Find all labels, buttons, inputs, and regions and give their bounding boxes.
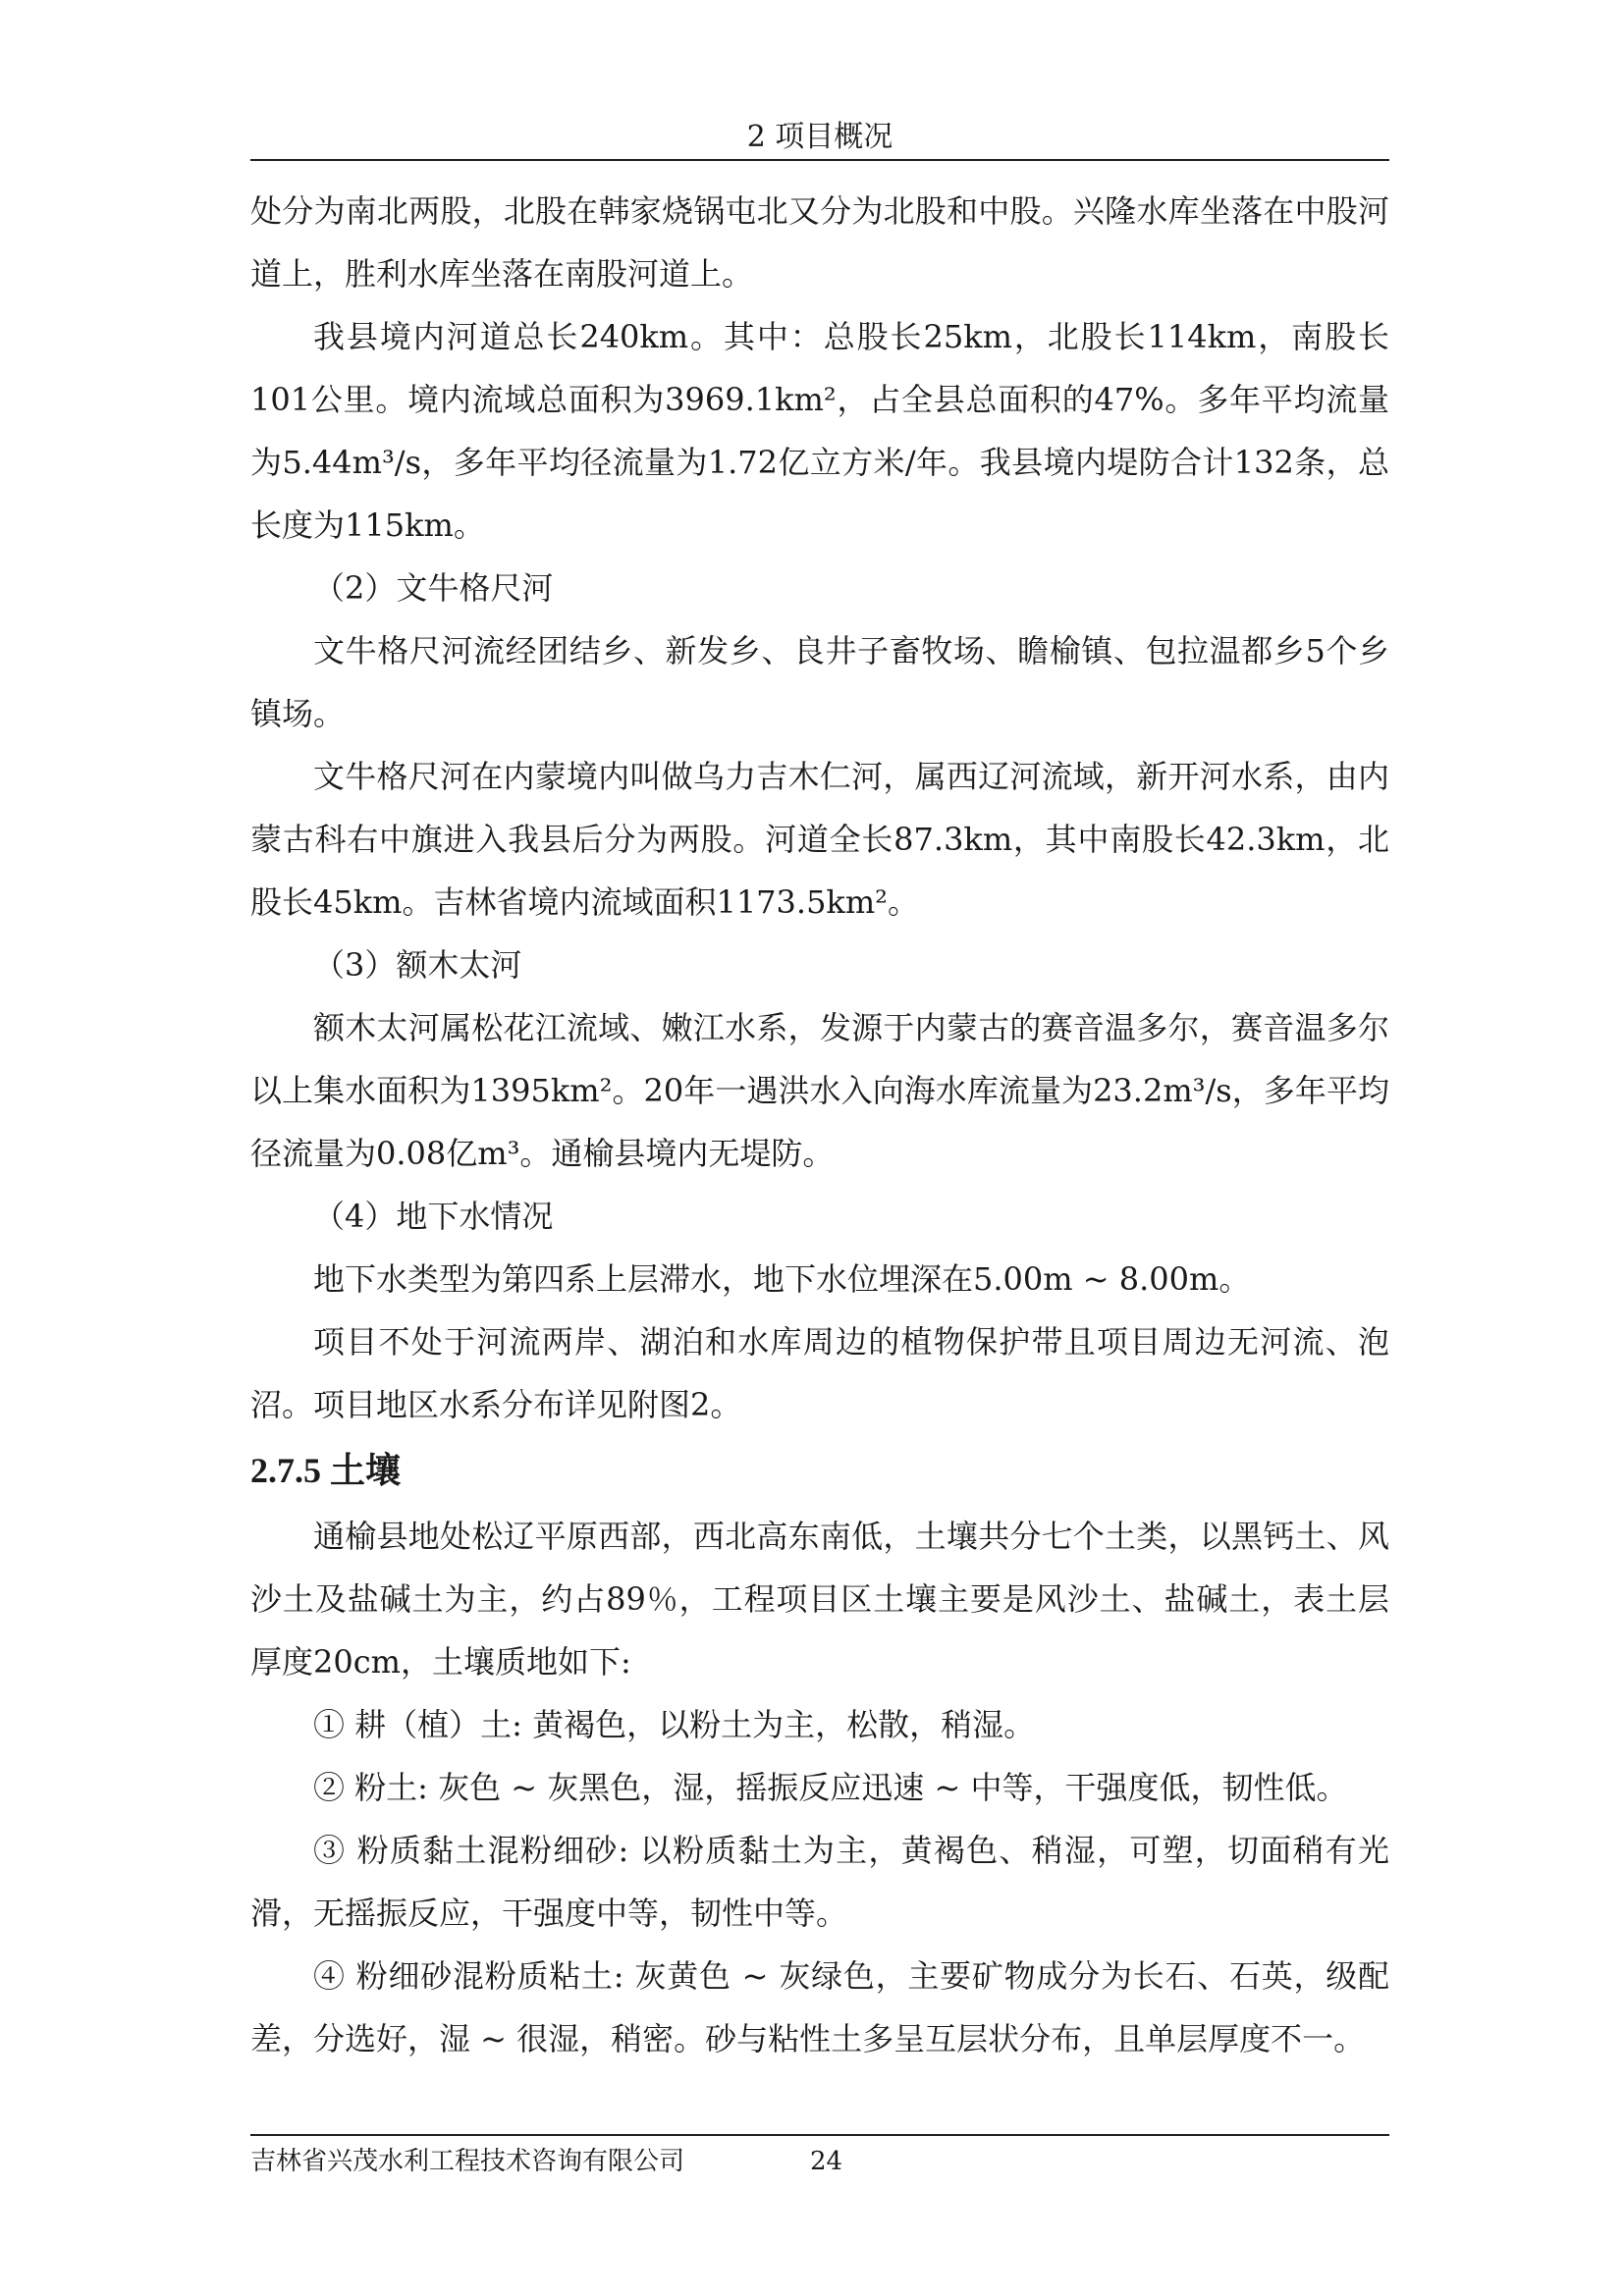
page-header: 2 项目概况 (746, 120, 893, 154)
header-rule (250, 159, 1389, 161)
paragraph-groundwater: 地下水类型为第四系上层滞水，地下水位埋深在5.00m ~ 8.00m。 (313, 1260, 1251, 1298)
paragraph-continued: 处分为南北两股，北股在韩家烧锅屯北又分为北股和中股。兴隆水库坐落在中股河道上，胜利水库坐落在南股河道上。 (250, 192, 1389, 293)
soil-item-1: ① 耕（植）土: 黄褐色，以粉土为主，松散，稍湿。 (313, 1706, 1036, 1743)
page-number: 24 (810, 2147, 843, 2176)
subheading-groundwater: （4）地下水情况 (313, 1198, 554, 1235)
paragraph-wenniugechi-detail: 文牛格尺河在内蒙境内叫做乌力吉木仁河，属西辽河流域，新开河水系，由内蒙古科右中旗进入我县后分为两股。河道全长87.3km，其中南股长42.3km，北股长45km。吉林省境内流域面积1173.5km²。 (250, 758, 1389, 921)
section-heading-soil: 2.7.5 土壤 (250, 1451, 402, 1490)
footer-rule (250, 2134, 1389, 2136)
soil-item-2: ② 粉土: 灰色 ~ 灰黑色，湿，摇振反应迅速 ~ 中等，干强度低，韧性低。 (313, 1769, 1348, 1806)
paragraph-protection-zone: 项目不处于河流两岸、湖泊和水库周边的植物保护带且项目周边无河流、泡沼。项目地区水系分布详见附图2。 (250, 1323, 1389, 1423)
page-body (250, 180, 1389, 2070)
paragraph-emutai: 额木太河属松花江流域、嫩江水系，发源于内蒙古的赛音温多尔，赛音温多尔以上集水面积为1395km²。20年一遇洪水入向海水库流量为23.2m³/s，多年平均径流量为0.08亿m³。通榆县境内无堤防。 (250, 1009, 1389, 1172)
footer-company: 吉林省兴茂水利工程技术咨询有限公司 (250, 2147, 685, 2176)
paragraph-wenniugechi-route: 文牛格尺河流经团结乡、新发乡、良井子畜牧场、瞻榆镇、包拉温都乡5个乡镇场。 (250, 632, 1389, 732)
soil-item-4: ④ 粉细砂混粉质粘土: 灰黄色 ~ 灰绿色，主要矿物成分为长石、石英，级配差，分选好，湿 ~ 很湿，稍密。砂与粘性土多呈互层状分布，且单层厚度不一。 (250, 1957, 1389, 2057)
page-footer (250, 2142, 1389, 2181)
paragraph-soil-intro: 通榆县地处松辽平原西部，西北高东南低，土壤共分七个土类，以黑钙土、风沙土及盐碱土为主，约占89％，工程项目区土壤主要是风沙土、盐碱土，表土层厚度20cm，土壤质地如下: (250, 1518, 1389, 1681)
soil-item-3: ③ 粉质黏土混粉细砂: 以粉质黏土为主，黄褐色、稍湿，可塑，切面稍有光滑，无摇振反应，干强度中等，韧性中等。 (250, 1832, 1389, 1932)
subheading-wenniugechi: （2）文牛格尺河 (313, 569, 554, 607)
subheading-emutai: （3）额木太河 (313, 946, 522, 984)
paragraph-river-length: 我县境内河道总长240km。其中：总股长25km，北股长114km，南股长101公里。境内流域总面积为3969.1km²，占全县总面积的47%。多年平均流量为5.44m³/s，多年平均径流量为1.72亿立方米/年。我县境内堤防合计132条，总长度为115km。 (250, 318, 1389, 544)
